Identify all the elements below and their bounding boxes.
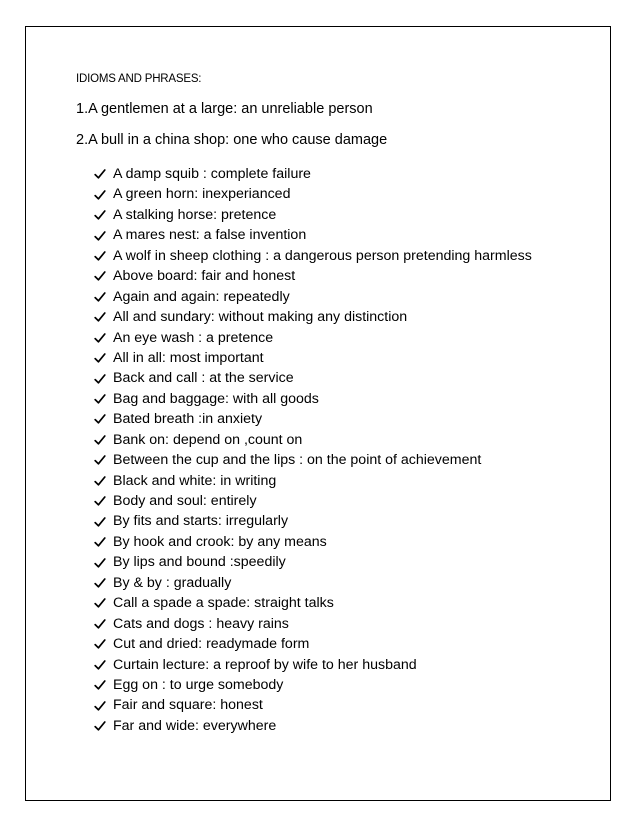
idiom-list-item xyxy=(94,409,532,429)
idiom-text: Again and again: repeatedly xyxy=(113,288,290,305)
check-icon xyxy=(94,638,106,650)
idiom-text: Bated breath :in anxiety xyxy=(113,411,263,428)
idiom-text: By lips and bound :speedily xyxy=(113,554,286,571)
check-icon xyxy=(94,679,106,691)
idiom-list-item xyxy=(94,389,532,409)
idiom-text: Bag and baggage: with all goods xyxy=(113,390,319,407)
check-icon xyxy=(94,557,106,569)
idiom-text: Cats and dogs : heavy rains xyxy=(113,615,289,632)
idiom-text: By fits and starts: irregularly xyxy=(113,513,289,530)
idiom-text: Body and soul: entirely xyxy=(113,493,257,509)
idiom-list-item xyxy=(94,225,532,245)
check-icon xyxy=(94,577,106,589)
idiom-list-item xyxy=(94,471,532,491)
check-icon xyxy=(94,720,106,732)
idiom-text: A wolf in sheep clothing : a dangerous person pretending harmless xyxy=(113,247,532,264)
idiom-text: Call a spade a spade: straight talks xyxy=(113,595,334,612)
idiom-list-item xyxy=(94,164,532,184)
idiom-text: Between the cup and the lips : on the point of achievement xyxy=(113,452,482,469)
check-icon xyxy=(94,373,106,385)
idiom-text: By & by : gradually xyxy=(113,574,232,591)
check-icon xyxy=(94,454,106,466)
idiom-text: Fair and square: honest xyxy=(113,697,263,714)
check-icon xyxy=(94,393,106,405)
idiom-list-item xyxy=(94,675,532,695)
check-icon xyxy=(94,618,106,630)
idiom-text: Cut and dried: readymade form xyxy=(113,636,310,653)
idiom-text: A green horn: inexperianced xyxy=(113,186,291,203)
idiom-text: A stalking horse: pretence xyxy=(113,206,277,223)
idiom-list-item xyxy=(94,287,532,307)
idiom-list-item xyxy=(94,368,532,388)
idiom-list-item xyxy=(94,430,532,450)
idiom-text: Egg on : to urge somebody xyxy=(113,676,284,693)
idiom-list-item xyxy=(94,328,532,348)
idiom-text: All in all: most important xyxy=(113,349,264,366)
check-icon xyxy=(94,536,106,548)
idiom-list-item xyxy=(94,307,532,327)
idiom-text: Black and white: in writing xyxy=(113,472,277,489)
check-icon xyxy=(94,332,106,344)
check-icon xyxy=(94,495,106,507)
idiom-text: Back and call : at the service xyxy=(113,370,294,387)
check-icon xyxy=(94,270,106,282)
check-icon xyxy=(94,413,106,425)
check-icon xyxy=(94,189,106,201)
idiom-list-item xyxy=(94,552,532,572)
idiom-list-item xyxy=(94,205,532,225)
check-icon xyxy=(94,352,106,364)
check-icon xyxy=(94,250,106,262)
idiom-list-item xyxy=(94,266,532,286)
numbered-item: 1.A gentlemen at a large: an unreliable person xyxy=(76,101,373,117)
check-icon xyxy=(94,475,106,487)
check-icon xyxy=(94,516,106,528)
idiom-list-item xyxy=(94,511,532,531)
idiom-text: Bank on: depend on ,count on xyxy=(113,431,303,448)
check-icon xyxy=(94,291,106,303)
check-icon xyxy=(94,597,106,609)
idiom-text: A mares nest: a false invention xyxy=(113,227,307,244)
idiom-list-item xyxy=(94,593,532,613)
check-icon xyxy=(94,168,106,180)
idiom-list-item xyxy=(94,634,532,654)
idiom-list-item xyxy=(94,491,532,511)
idiom-list-item xyxy=(94,716,532,736)
page-title: IDIOMS AND PHRASES: xyxy=(76,73,202,85)
idiom-list-item xyxy=(94,695,532,715)
idiom-list-item xyxy=(94,184,532,204)
idiom-list-item xyxy=(94,348,532,368)
idiom-list-item xyxy=(94,573,532,593)
check-icon xyxy=(94,659,106,671)
check-icon xyxy=(94,209,106,221)
idiom-text: Far and wide: everywhere xyxy=(113,717,277,734)
idiom-list-item xyxy=(94,655,532,675)
idiom-text: By hook and crook: by any means xyxy=(113,533,327,550)
idiom-text: A damp squib : complete failure xyxy=(113,166,311,182)
idiom-text: An eye wash : a pretence xyxy=(113,329,274,346)
idiom-list-item xyxy=(94,614,532,634)
numbered-item: 2.A bull in a china shop: one who cause damage xyxy=(76,132,388,148)
idiom-list-item xyxy=(94,532,532,552)
check-icon xyxy=(94,434,106,446)
idiom-text: Curtain lecture: a reproof by wife to her husband xyxy=(113,656,417,673)
idiom-list-item xyxy=(94,450,532,470)
idiom-text: Above board: fair and honest xyxy=(113,268,296,285)
check-icon xyxy=(94,230,106,242)
check-icon xyxy=(94,700,106,712)
idiom-list-item xyxy=(94,246,532,266)
idiom-text: All and sundary: without making any distinction xyxy=(113,309,408,326)
idiom-list xyxy=(94,164,532,736)
check-icon xyxy=(94,311,106,323)
